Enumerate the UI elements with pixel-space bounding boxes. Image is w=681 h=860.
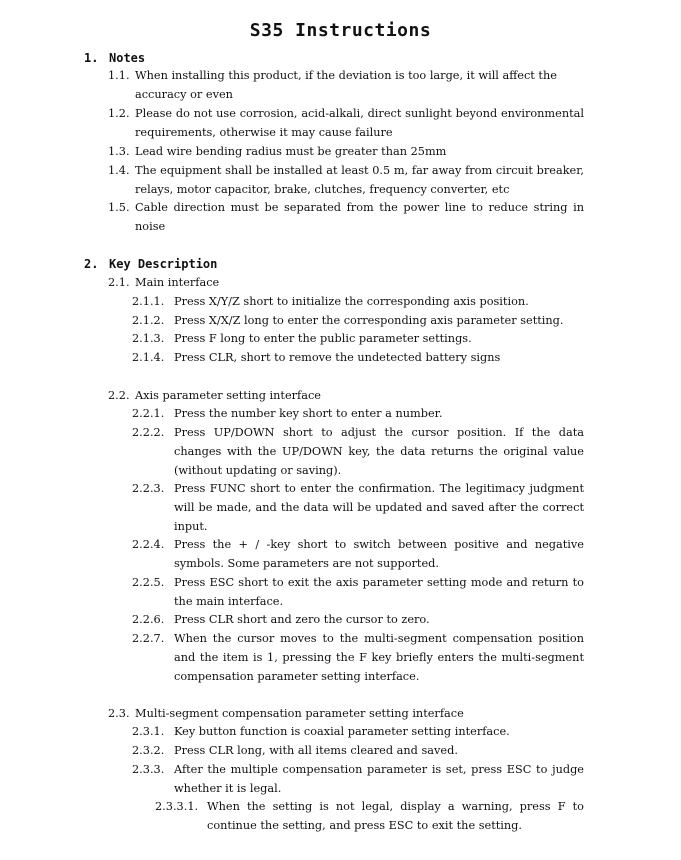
item-text: When the setting is not legal, display a warning, press F to continue the setting, and press ESC to exit the setting.	[207, 800, 584, 832]
subsection-axis-interface	[108, 387, 584, 406]
note-item	[108, 143, 584, 162]
item-text: Please do not use corrosion, acid-alkali, direct sunlight beyond environmental requirements, otherwise it may cause failure	[135, 107, 584, 139]
item-text: Press CLR long, with all items cleared and saved.	[174, 744, 458, 757]
item-text: Press the + / -key short to switch between positive and negative symbols. Some parameters are not supported.	[174, 538, 584, 570]
item-text: Press ESC short to exit the axis parameter setting mode and return to the main interface.	[174, 576, 584, 608]
note-item	[108, 199, 584, 237]
section-title: Notes	[109, 51, 146, 65]
item-text: After the multiple compensation parameter is set, press ESC to judge whether it is legal.	[174, 763, 584, 795]
item-text: Key button function is coaxial parameter setting interface.	[174, 725, 510, 738]
item-number: 2.2.1.	[132, 407, 165, 420]
item-text: Press CLR short and zero the cursor to zero.	[174, 613, 430, 626]
main-interface-item	[132, 312, 584, 331]
item-text: Press UP/DOWN short to adjust the cursor position. If the data changes with the UP/DOWN key, the data returns the original value (without updating or saving).	[174, 426, 584, 477]
item-text: The equipment shall be installed at least 0.5 m, far away from circuit breaker, relays, motor capacitor, brake, clutches, frequency converter, etc	[135, 164, 584, 196]
axis-interface-item	[132, 405, 584, 424]
item-text: When installing this product, if the deviation is too large, it will affect the accuracy or even	[135, 69, 557, 101]
item-number: 2.3.1.	[132, 725, 165, 738]
item-number: 1.1.	[108, 69, 130, 82]
document-title: S35 Instructions	[249, 20, 432, 41]
axis-interface-item	[132, 536, 584, 574]
section-heading-key-description	[84, 257, 217, 271]
multi-interface-item	[132, 761, 584, 799]
item-text: Main interface	[135, 276, 220, 289]
item-text: Press X/X/Z long to enter the corresponding axis parameter setting.	[174, 314, 564, 327]
item-text: Press the number key short to enter a number.	[174, 407, 443, 420]
axis-interface-item	[132, 574, 584, 612]
section-number: 1.	[84, 51, 99, 65]
item-text: Press X/Y/Z short to initialize the corresponding axis position.	[174, 295, 529, 308]
item-text: Press CLR, short to remove the undetected battery signs	[174, 351, 501, 364]
main-interface-item	[132, 349, 584, 368]
section-number: 2.	[84, 257, 99, 271]
section-heading-notes	[84, 51, 145, 65]
main-interface-item	[132, 293, 584, 312]
item-number: 2.1.2.	[132, 314, 165, 327]
subsection-multi-segment-interface	[108, 705, 584, 724]
item-number: 2.1.3.	[132, 332, 165, 345]
note-item	[108, 105, 584, 143]
item-number: 2.2.6.	[132, 613, 165, 626]
item-text: Lead wire bending radius must be greater than 25mm	[135, 145, 447, 158]
item-number: 2.1.4.	[132, 351, 165, 364]
subsection-main-interface	[108, 274, 584, 293]
item-number: 2.2.7.	[132, 632, 165, 645]
note-item	[108, 162, 584, 200]
item-number: 1.4.	[108, 164, 130, 177]
item-number: 2.3.	[108, 707, 130, 720]
item-number: 2.3.2.	[132, 744, 165, 757]
item-number: 2.3.3.1.	[155, 800, 199, 813]
item-number: 2.2.4.	[132, 538, 165, 551]
note-item	[108, 67, 584, 105]
main-interface-item	[132, 330, 584, 349]
item-number: 1.3.	[108, 145, 130, 158]
item-number: 1.5.	[108, 201, 130, 214]
item-text: When the cursor moves to the multi-segment compensation position and the item is 1, pressing the F key briefly enters the multi-segment compensation parameter setting interface.	[174, 632, 584, 683]
item-text: Press F long to enter the public parameter settings.	[174, 332, 472, 345]
item-number: 1.2.	[108, 107, 130, 120]
item-text: Press FUNC short to enter the confirmation. The legitimacy judgment will be made, and the data will be updated and saved after the correct input.	[174, 482, 584, 533]
item-text: Multi-segment compensation parameter setting interface	[135, 707, 464, 720]
item-number: 2.1.1.	[132, 295, 165, 308]
item-number: 2.3.3.	[132, 763, 165, 776]
item-number: 2.1.	[108, 276, 130, 289]
multi-interface-subitem	[155, 798, 584, 836]
item-number: 2.2.2.	[132, 426, 165, 439]
multi-interface-item	[132, 723, 584, 742]
item-text: Axis parameter setting interface	[135, 389, 321, 402]
axis-interface-item	[132, 424, 584, 480]
item-number: 2.2.5.	[132, 576, 165, 589]
item-text: Cable direction must be separated from the power line to reduce string in noise	[135, 201, 584, 233]
item-number: 2.2.	[108, 389, 130, 402]
section-title: Key Description	[109, 257, 218, 271]
axis-interface-item	[132, 480, 584, 536]
axis-interface-item	[132, 611, 584, 630]
multi-interface-item	[132, 742, 584, 761]
axis-interface-item	[132, 630, 584, 686]
item-number: 2.2.3.	[132, 482, 165, 495]
